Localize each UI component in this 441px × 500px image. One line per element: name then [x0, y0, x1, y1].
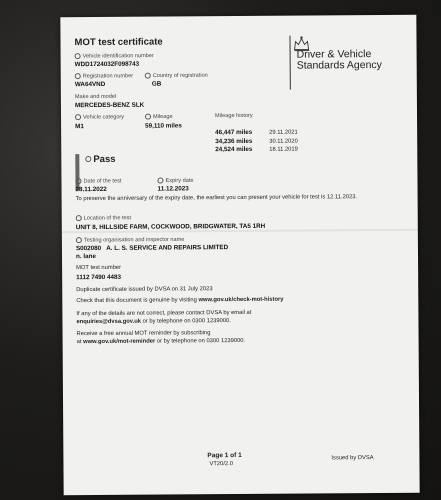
expiry-value: 11.12.2023 — [157, 185, 189, 193]
list-item: 24,524 miles 18.11.2019 — [215, 145, 298, 154]
make-label: Make and model — [74, 93, 117, 101]
info-circle-icon — [157, 178, 163, 184]
info-circle-icon — [75, 178, 81, 184]
org-value: S002080 A. L. S. SERVICE AND REPAIRS LIMITED — [75, 244, 229, 253]
info-circle-icon — [145, 114, 151, 120]
result-status: Pass — [85, 154, 115, 165]
vin-label: Vehicle identification number — [75, 53, 154, 60]
test-date-value: 28.11.2022 — [75, 185, 107, 194]
incorrect-details-text: If any of the details are not correct, please contact DVSA by email at — [76, 309, 252, 318]
mileage-history-label: Mileage history — [215, 112, 253, 120]
country-value: GB — [151, 80, 162, 88]
mileage-value: 59,110 miles — [145, 122, 182, 130]
test-number-value: 1112 7490 4483 — [76, 273, 122, 282]
list-item: 46,447 miles 29.11.2021 — [215, 128, 298, 137]
check-mot-history-link[interactable]: www.gov.uk/check-mot-history — [198, 296, 284, 304]
mileage-label: Mileage — [145, 113, 173, 120]
vin-value: WDD1724032F098743 — [74, 60, 140, 69]
info-circle-icon — [85, 157, 91, 163]
inspector-value: n. lane — [75, 253, 96, 261]
issued-by-text: Issued by DVSA — [331, 455, 374, 462]
pass-indicator-bar — [75, 154, 79, 190]
reminder-text: Receive a free annual MOT reminder by subscribing — [76, 330, 211, 338]
info-circle-icon — [76, 215, 82, 221]
location-value: UNIT 8, HILLSIDE FARM, COCKWOOD, BRIDGWATER, TA5 1RH — [75, 222, 266, 232]
reg-value: WA64VND — [74, 80, 106, 89]
category-value: M1 — [75, 123, 84, 131]
expiry-label: Expiry date — [157, 177, 193, 184]
reminder-contact: at www.gov.uk/mot-reminder or by telephone on 0300 1239000. — [76, 337, 246, 346]
enquiries-email-link[interactable]: enquiries@dvsa.gov.uk — [76, 318, 141, 326]
test-number-label: MOT test number — [76, 264, 122, 272]
logo-divider — [289, 36, 290, 90]
country-label: Country of registration — [145, 72, 208, 79]
agency-name: Driver & Vehicle Standards Agency — [296, 48, 382, 72]
duplicate-text: Duplicate certificate issued by DVSA on 31 July 2023 — [76, 286, 213, 294]
form-version: VT20/2.0 — [209, 461, 234, 468]
incorrect-details-contact: enquiries@dvsa.gov.uk or by telephone on 0300 1239000. — [76, 318, 231, 326]
info-circle-icon — [75, 73, 81, 79]
org-label: Testing organisation and inspector name — [76, 236, 184, 243]
location-label: Location of the test — [76, 215, 131, 222]
reg-label: Registration number — [75, 73, 133, 80]
make-value: MERCEDES-BENZ SLK — [74, 101, 145, 110]
mot-certificate-paper — [60, 15, 419, 495]
category-label: Vehicle category — [75, 114, 124, 121]
test-date-label: Date of the test — [75, 178, 121, 185]
list-item: 34,236 miles 30.11.2020 — [215, 137, 298, 145]
mot-reminder-link[interactable]: www.gov.uk/mot-reminder — [83, 338, 156, 346]
mileage-history — [215, 121, 298, 154]
info-circle-icon — [75, 114, 81, 120]
preserve-anniversary-text: To preserve the anniversary of the expiry date, the earliest you can present your vehicle for test is 12.11.2023. — [75, 194, 358, 203]
info-circle-icon — [76, 237, 82, 243]
page-title: MOT test certificate — [74, 36, 163, 49]
info-circle-icon — [145, 73, 151, 79]
page-number: Page 1 of 1 — [207, 451, 242, 460]
info-circle-icon — [75, 53, 81, 59]
check-genuine-text: Check that this document is genuine by visiting www.gov.uk/check-mot-history — [76, 296, 284, 305]
